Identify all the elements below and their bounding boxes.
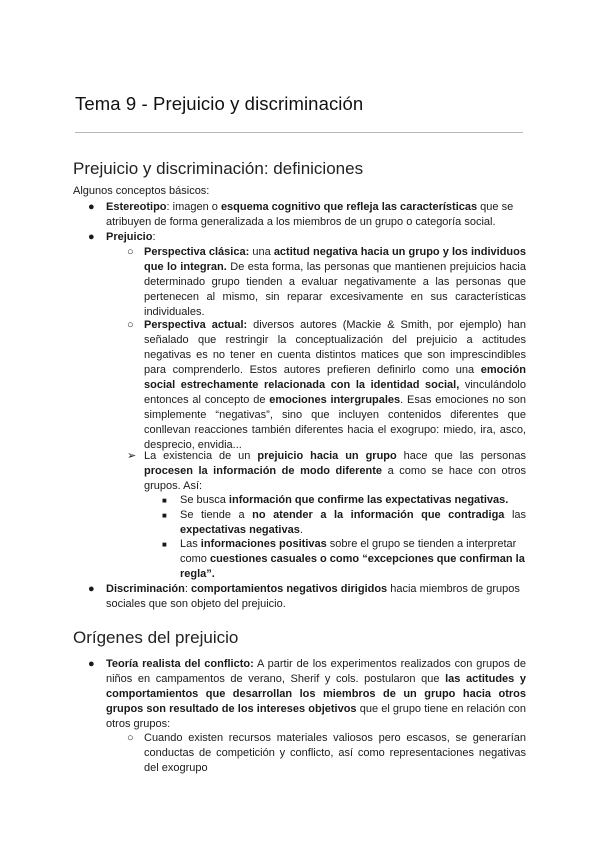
list-item-recursos: Cuando existen recursos materiales valiosos pero escasos, se generarían conductas de competición y conflicto, así como representaciones negativas del exogrupo xyxy=(144,732,526,774)
bullet-disc: ● xyxy=(88,201,95,213)
bullet-disc: ● xyxy=(88,583,95,595)
bullet-circle: ○ xyxy=(127,246,134,258)
bullet-circle: ○ xyxy=(127,319,134,331)
sub-item-tiende: Se tiende a no atender a la información que contradiga las expectativas negativas. xyxy=(180,509,527,536)
bullet-disc: ● xyxy=(88,658,95,670)
sub-item-busca: Se busca información que confirme las expectativas negativas. xyxy=(180,494,509,506)
bullet-square: ■ xyxy=(162,511,167,520)
list-item-discriminacion: Discriminación: comportamientos negativos dirigidos hacia miembros de grupos sociales que son objeto del prejuicio. xyxy=(106,583,520,610)
list-item-existencia: La existencia de un prejuicio hacia un grupo hace que las personas procesen la información de modo diferente a como se hace con otros grupos. Así: xyxy=(144,450,526,492)
list-item-perspectiva-clasica: Perspectiva clásica: una actitud negativa hacia un grupo y los individuos que lo integran. De esta forma, las personas que mantienen prejuicios hacia determinado grupo tienden a evaluar negativamente a las personas que pertenecen al mismo, sin reparar excesivamente en sus características individuales. xyxy=(144,246,526,318)
bullet-disc: ● xyxy=(88,231,95,243)
list-item-prejuicio: Prejuicio: xyxy=(106,231,156,243)
title-divider xyxy=(75,132,523,133)
list-item-teoria-realista: Teoría realista del conflicto: A partir de los experimentos realizados con grupos de niños en campamentos de verano, Sherif y cols. postularon que las actitudes y comportamientos que desarrollan los miembros de un grupo hacia otros grupos son resultado de los intereses objetivos que el grupo tiene en relación con otros grupos: xyxy=(106,658,526,730)
list-item-estereotipo: Estereotipo: imagen o esquema cognitivo que refleja las características que se atribuyen de forma generalizada a los miembros de un grupo o categoría social. xyxy=(106,201,514,228)
bullet-circle: ○ xyxy=(127,732,134,744)
sub-item-informaciones: Las informaciones positivas sobre el grupo se tienden a interpretar como cuestiones casuales o como “excepciones que confirman la regla”. xyxy=(180,538,525,580)
list-item-perspectiva-actual: Perspectiva actual: diversos autores (Mackie & Smith, por ejemplo) han señalado que restringir la conceptualización del prejuicio a actitudes negativas es no tener en cuenta distintos matices que son imprescindibles para comprenderlo. Estos autores prefieren definirlo como una emoción social estrechamente relacionada con la identidad social, vinculándolo entonces al concepto de emociones intergrupales. Esas emociones no son simplemente “negativas”, sino que incluyen contenidos diferentes que conllevan reacciones también diferentes hacia el exogrupo: miedo, ira, asco, desprecio, envidia... xyxy=(144,319,526,451)
bullet-square: ■ xyxy=(162,540,167,549)
page-title: Tema 9 - Prejuicio y discriminación xyxy=(75,93,364,114)
section-heading-definiciones: Prejuicio y discriminación: definiciones xyxy=(73,159,364,178)
bullet-arrow: ➢ xyxy=(127,450,137,462)
section-heading-origenes: Orígenes del prejuicio xyxy=(73,628,239,647)
intro-text: Algunos conceptos básicos: xyxy=(73,185,210,197)
bullet-square: ■ xyxy=(162,496,167,505)
